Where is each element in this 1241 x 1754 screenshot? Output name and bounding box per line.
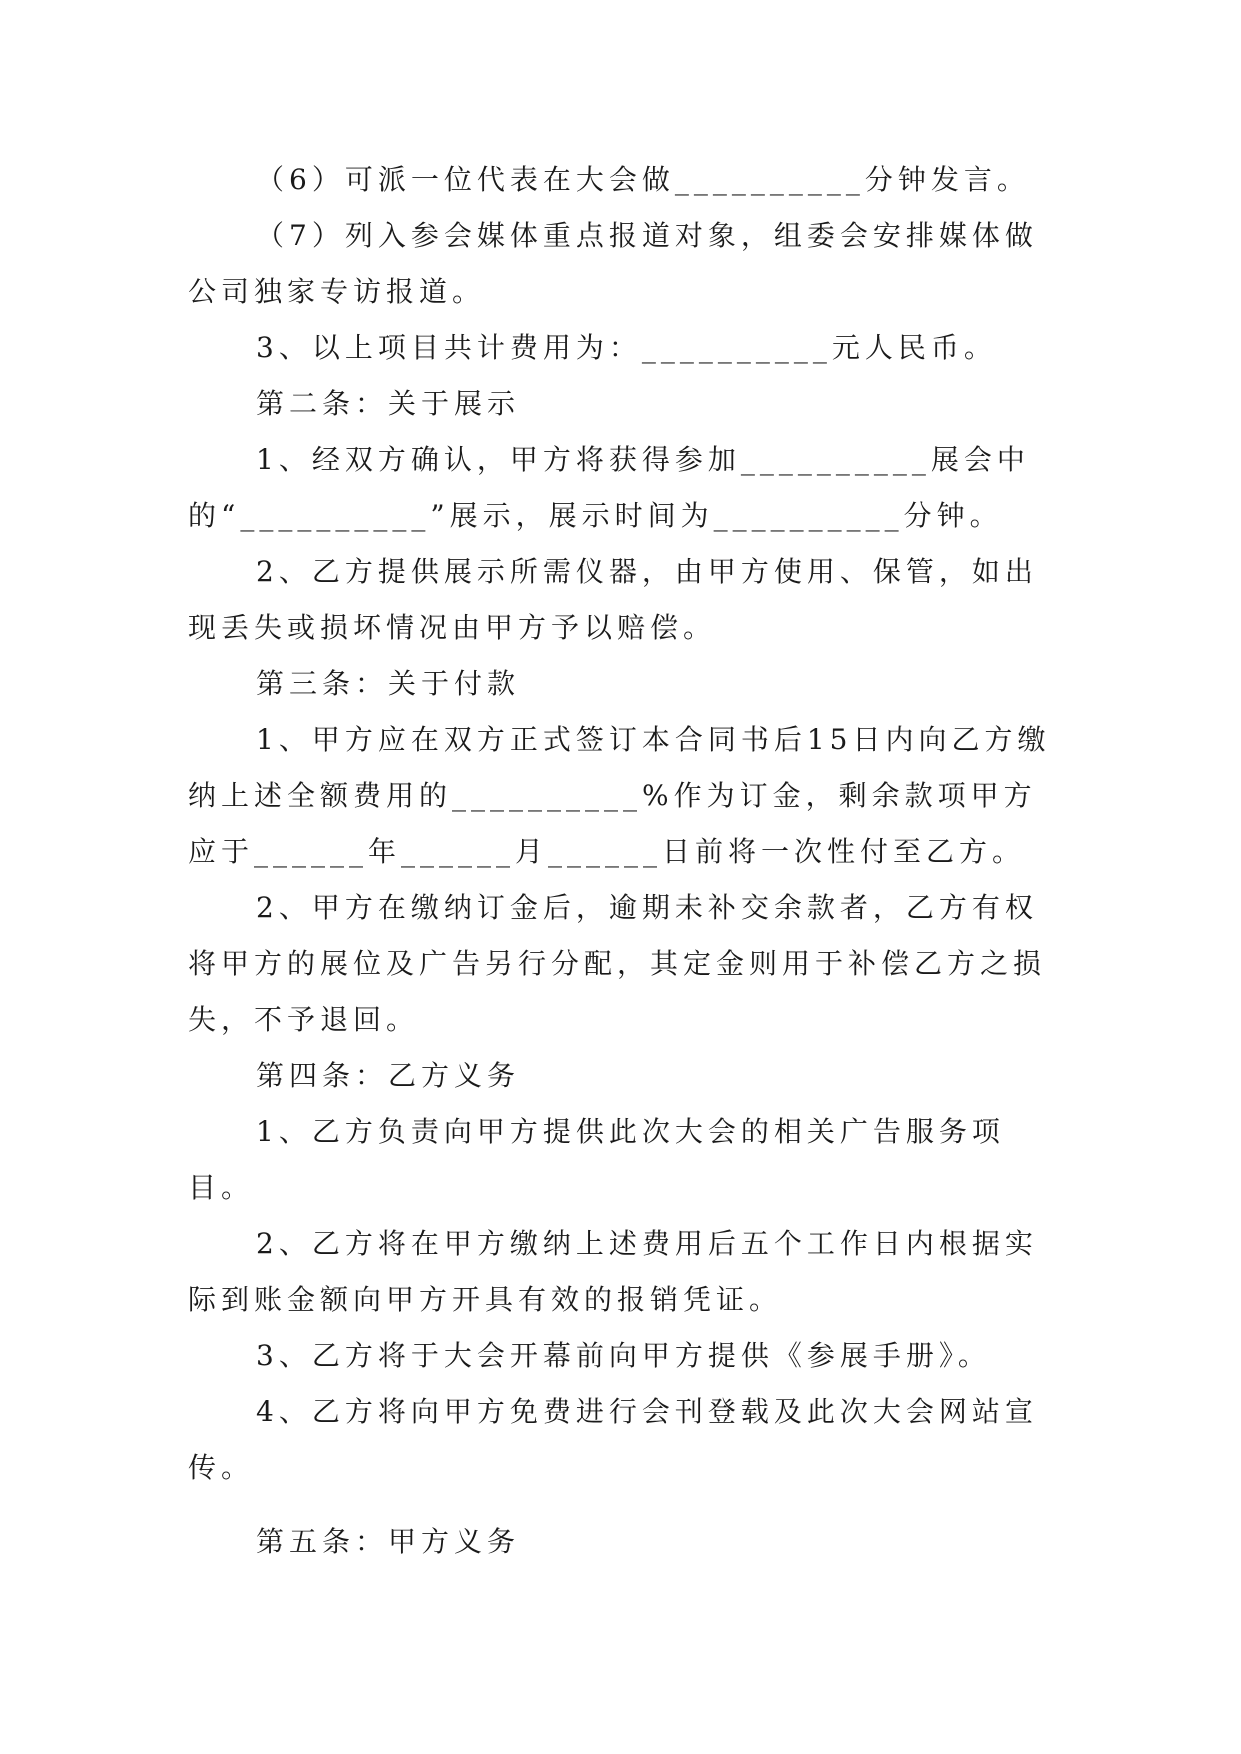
article-3-heading: 第三条：关于付款 xyxy=(256,667,521,700)
article-2-heading: 第二条：关于展示 xyxy=(256,387,521,420)
article-4-item-1: 1、乙方负责向甲方提供此次大会的相关广告服务项目。 xyxy=(188,1115,1005,1204)
article-4-heading: 第四条：乙方义务 xyxy=(256,1059,521,1092)
article-4-item-2: 2、乙方将在甲方缴纳上述费用后五个工作日内根据实际到账金额向甲方开具有效的报销凭证。 xyxy=(188,1227,1038,1316)
article-4-item-4: 4、乙方将向甲方免费进行会刊登载及此次大会网站宣传。 xyxy=(188,1395,1038,1484)
total-fee: 3、以上项目共计费用为：__________元人民币。 xyxy=(256,331,997,364)
article-3-item-2: 2、甲方在缴纳订金后，逾期未补交余款者，乙方有权将甲方的展位及广告另行分配，其定金则用于补偿乙方之损失，不予退回。 xyxy=(188,891,1047,1036)
clause-7-media: （7）列入参会媒体重点报道对象，组委会安排媒体做公司独家专访报道。 xyxy=(188,219,1038,308)
clause-6-speech: （6）可派一位代表在大会做__________分钟发言。 xyxy=(256,163,1030,196)
article-2-item-1: 1、经双方确认，甲方将获得参加__________展会中的“__________”展示，展示时间为__________分钟。 xyxy=(188,443,1030,532)
article-5-heading: 第五条：甲方义务 xyxy=(256,1525,521,1558)
article-4-item-3: 3、乙方将于大会开幕前向甲方提供《参展手册》。 xyxy=(256,1339,991,1372)
article-3-item-1: 1、甲方应在双方正式签订本合同书后15日内向乙方缴纳上述全额费用的__________%作为订金，剩余款项甲方应于______年______月______日前将一次性付至乙方。 xyxy=(188,723,1051,868)
article-2-item-2: 2、乙方提供展示所需仪器，由甲方使用、保管，如出现丢失或损坏情况由甲方予以赔偿。 xyxy=(188,555,1038,644)
contract-body xyxy=(188,152,1060,1570)
